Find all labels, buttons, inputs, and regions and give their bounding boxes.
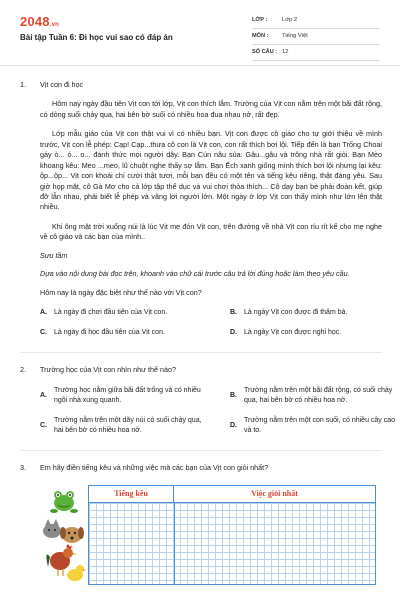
meta-row-subject: MÔN : Tiếng Việt [252,29,380,45]
option-c[interactable]: C. Là ngày đi học đầu tiên của Vịt con. [40,329,165,337]
meta-row-grade: LỚP : Lớp 2 [252,13,380,29]
question-text: Hôm nay là ngày đặc biệt như thế nào với Vịt con? [40,287,202,297]
question-1 [20,80,382,338]
worksheet-content [20,80,396,583]
reading-paragraph: Khi ông mặt trời xuống núi là lúc Vịt mẹ đón Vịt con, trên đường về nhà Vịt con ríu rít kể cho mẹ nghe về cô giáo và các bạn của mình.. [40,221,382,242]
meta-row-count: SỐ CÂU : 12 [252,45,380,61]
animals-illustration [40,483,86,583]
option-b[interactable]: B. Trường nằm trên một bãi đất rộng, có suối chảy qua, hai bên bờ có nhiều hoa nở. [230,386,393,404]
answer-options [40,308,382,338]
writing-grid[interactable] [89,503,375,584]
cat-icon [43,519,61,538]
header-best-skill: Việc giỏi nhất [251,488,298,498]
question-divider [20,352,382,353]
question-number: 1. [20,80,26,89]
reading-title: Vịt con đi học [40,80,84,89]
question-2 [20,365,396,436]
dog-icon [60,527,84,543]
option-d[interactable]: D. Trường nằm trên một con suối, có nhiều cây cao và to. [230,417,396,435]
reading-source: Sưu tầm [40,250,68,260]
option-a[interactable]: A. Là ngày đi chơi đầu tiên của Vịt con. [40,309,168,316]
question-text: Em hãy điền tiếng kêu và những việc mà các bạn của Vịt con giỏi nhất? [40,463,269,473]
meta-info [252,13,380,61]
reading-paragraph: Hôm nay ngày đầu tiên Vịt con tới lớp, Vịt con thích lắm. Trường của Vịt con nằm trên một bãi đất rộng, có dòng suối chảy qua, hai bên bờ suối có nhiều hoa đua nhau nở, rất đẹp. [40,99,382,119]
table-header [89,486,375,503]
document-title: Bài tập Tuần 6: Đi học vui sao có đáp án [20,33,173,42]
option-b[interactable]: B. Là ngày Vịt con được đi thăm bà. [230,309,348,316]
question-3 [20,463,382,582]
option-d[interactable]: D. Là ngày Vịt con được nghỉ học. [230,329,342,337]
site-logo[interactable]: 2048.vn [20,14,60,29]
answer-options [40,386,396,437]
frog-icon [50,491,78,513]
question-text: Trường học của Vịt con nhìn như thế nào? [40,365,176,375]
answer-table [88,485,376,585]
question-number: 3. [20,463,26,473]
question-divider [20,450,382,451]
header-sound: Tiếng kêu [89,486,174,502]
reading-paragraph: Lớp mẫu giáo của Vịt con thật vui vì có nhiều bạn. Vịt con được cô giáo cho tự giới thiệu về mình trước, Vịt con lễ phép: Cạp! Cạp...thưa cô con là Vịt con, con rất thích bơi lội. Tiếp đến là bạn Trống Choai gáy ò... ó... o... đánh thức mọi người dậy. Bạn Cún nâu sủa: Gâu...gâu và trông nhà rất giỏi. Bạn Mèo khoang kêu: Meo ...meo, lũ chuột nghe thấy sợ lắm. Bạn Ếch xanh giống mình thích bơi lội nhưng lại kêu: ộp...ộp... Vịt con khoái chí cười thật tươi, mỗi bạn đều có một tên và tiếng kêu riêng, thật đáng yêu. Sau giờ họp mặt, cô Gà Mơ cho cả lớp tập thể dục và vui chơi thỏa thích... Cô dạy bạn bè phải đoàn kết, giúp đỡ lẫn nhau, phải biết lễ phép và vâng lời người lớn. Một ngày ở lớp Vịt con thấy mình như lớn lên thật nhiều. [40,129,382,212]
duck-icon [67,565,86,581]
option-a[interactable]: A. Trường học nằm giữa bãi đất trống và có nhiều ngôi nhà xung quanh. [40,386,201,404]
option-c[interactable]: C. Trường nằm trên một dãy núi có suối chảy qua, hai bên bờ có nhiều hoa nở. [40,417,202,435]
instruction-text: Dựa vào nội dung bài đọc trên, khoanh vào chữ cái trước câu trả lời đúng hoặc làm theo yêu cầu. [40,269,350,279]
page-header [0,0,400,66]
question-number: 2. [20,365,26,375]
answer-table-area [40,483,380,583]
